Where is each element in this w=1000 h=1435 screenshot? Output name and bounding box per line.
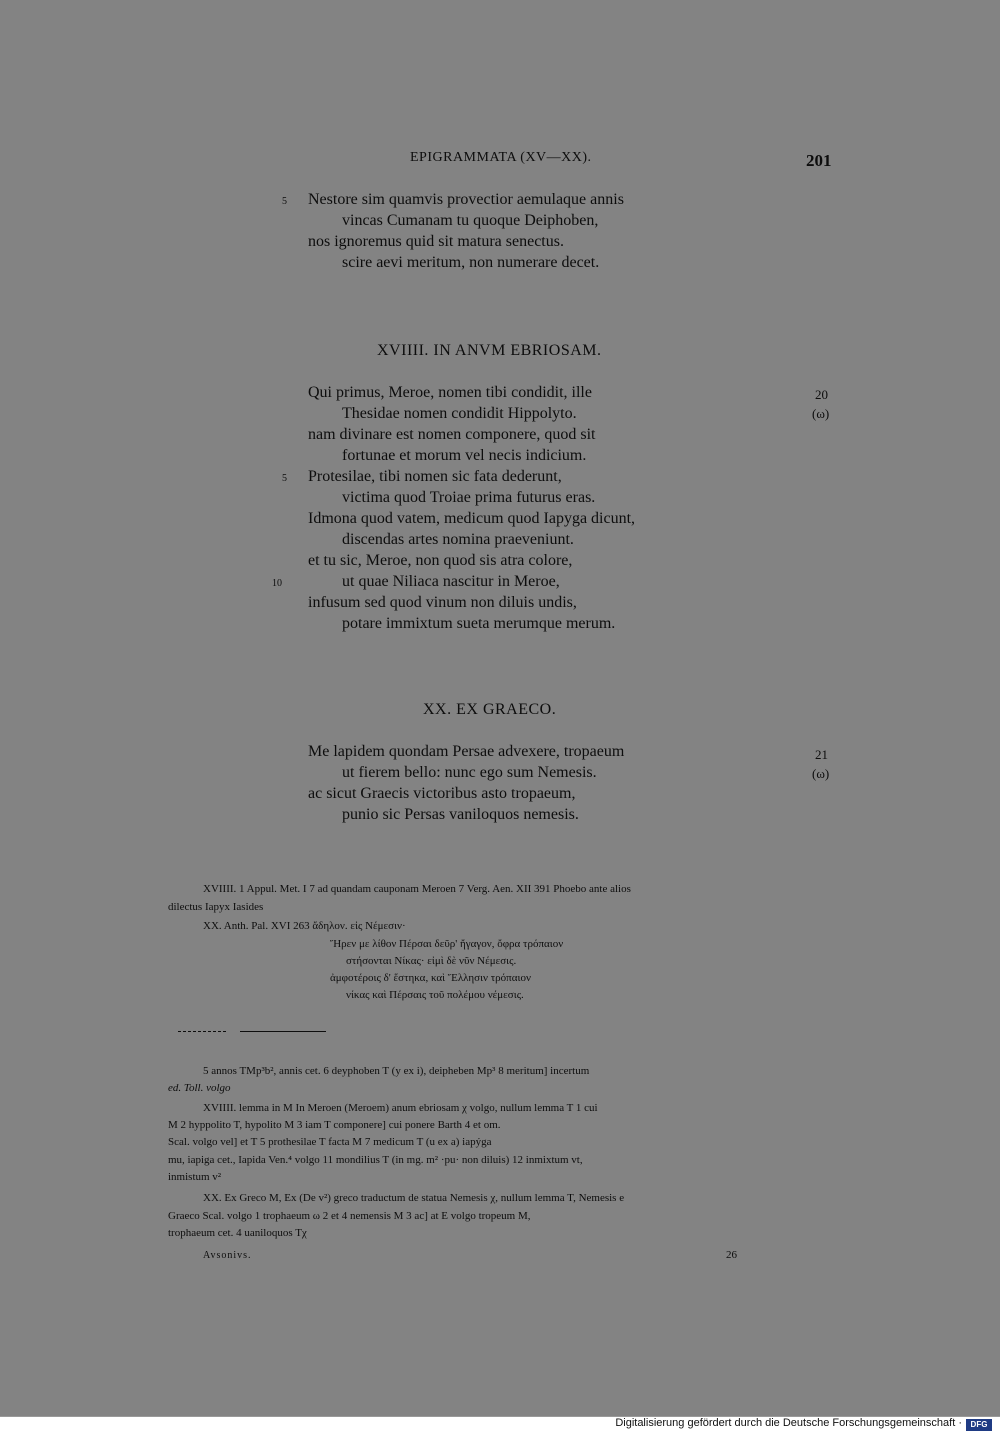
verse-line: Thesidae nomen condidit Hippolyto.	[342, 405, 577, 422]
verse-line: potare immixtum sueta merumque merum.	[342, 615, 616, 632]
separator-rule	[240, 1031, 326, 1032]
dfg-logo: DFG	[966, 1419, 992, 1431]
verse-line: Protesilae, tibi nomen sic fata dederunt,	[308, 468, 562, 485]
apparatus-line: 5 annos TMp³b², annis cet. 6 deyphoben T (y ex i), deipheben Mp³ 8 meritum] incertum	[203, 1065, 590, 1077]
verse-line: et tu sic, Meroe, non quod sis atra colore,	[308, 552, 573, 569]
side-number: 21	[815, 747, 828, 762]
verse-line: infusum sed quod vinum non diluis undis,	[308, 594, 577, 611]
testimonia-line: XVIIII. 1 Appul. Met. I 7 ad quandam cauponam Meroen 7 Verg. Aen. XII 391 Phoebo ante alios	[203, 883, 631, 895]
apparatus-line: XX. Ex Greco M, Ex (De v²) greco traductum de statua Nemesis χ, nullum lemma T, Nemesis e	[203, 1192, 625, 1204]
verse-line: scire aevi meritum, non numerare decet.	[342, 254, 600, 271]
apparatus-line: Graeco Scal. volgo 1 trophaeum ω 2 et 4 nemensis M 3 ac] at E volgo tropeum M,	[168, 1210, 531, 1222]
verse-line: vincas Cumanam tu quoque Deiphoben,	[342, 212, 599, 229]
apparatus-line: ed. Toll. volgo	[168, 1082, 231, 1094]
line-number: 5	[282, 196, 287, 207]
author-signature: Avsonivs.	[203, 1250, 252, 1261]
verse-line: ut quae Niliaca nascitur in Meroe,	[342, 573, 560, 590]
verse-line: ac sicut Graecis victoribus asto tropaeum,	[308, 785, 576, 802]
gathering-signature: 26	[726, 1249, 737, 1261]
side-mark: (ω)	[812, 406, 830, 421]
verse-line: nam divinare est nomen componere, quod sit	[308, 426, 596, 443]
verse-line: Idmona quod vatem, medicum quod Iapyga dicunt,	[308, 510, 636, 527]
testimonia-line: XX. Anth. Pal. XVI 263 ἄδηλον. εἰς Νέμεσιν·	[203, 920, 406, 932]
apparatus-line: mu, iapiga cet., Iapida Ven.⁴ volgo 11 mondilius T (in mg. m² ·pu· non diluis) 12 inmixtum vt,	[168, 1154, 583, 1166]
side-number: 20	[815, 387, 828, 402]
funding-credit: Digitalisierung gefördert durch die Deutsche Forschungsgemeinschaft ·	[615, 1417, 962, 1429]
verse-line: Qui primus, Meroe, nomen tibi condidit, ille	[308, 384, 592, 401]
verse-line: ut fierem bello: nunc ego sum Nemesis.	[342, 764, 597, 781]
greek-verse: νίκας καὶ Πέρσαις τοῦ πολέμου νέμεσις.	[346, 989, 524, 1001]
verse-line: discendas artes nomina praeveniunt.	[342, 531, 574, 548]
running-title: EPIGRAMMATA (XV—XX).	[410, 150, 592, 165]
testimonia-line: dilectus Iapyx Iasides	[168, 901, 264, 913]
poem-title: XX. EX GRAECO.	[423, 701, 557, 718]
greek-verse: στήσονται Νίκας· εἰμὶ δὲ νῦν Νέμεσις.	[346, 955, 517, 967]
apparatus-line: M 2 hyppolito T, hypolito M 3 iam T componere] cui ponere Barth 4 et om.	[168, 1119, 501, 1131]
poem-title: XVIIII. IN ANVM EBRIOSAM.	[377, 342, 602, 359]
verse-line: punio sic Persas vaniloquos nemesis.	[342, 806, 579, 823]
greek-verse: Ἤρεν με λίθον Πέρσαι δεῦρ' ἤγαγον, ὄφρα τρόπαιον	[330, 938, 564, 950]
page-number: 201	[806, 151, 832, 170]
apparatus-line: trophaeum cet. 4 uaniloquos Tχ	[168, 1227, 307, 1239]
verse-line: victima quod Troiae prima futurus eras.	[342, 489, 596, 506]
side-mark: (ω)	[812, 766, 830, 781]
apparatus-line: XVIIII. lemma in M In Meroen (Meroem) anum ebriosam χ volgo, nullum lemma T 1 cui	[203, 1102, 598, 1114]
line-number: 5	[282, 473, 287, 484]
verse-line: fortunae et morum vel necis indicium.	[342, 447, 587, 464]
apparatus-line: inmistum v²	[168, 1171, 222, 1183]
line-number: 10	[272, 578, 282, 589]
greek-verse: ἀμφοτέροις δ' ἕστηκα, καὶ Ἕλλησιν τρόπαιον	[330, 972, 531, 984]
separator-dashes	[178, 1031, 226, 1032]
verse-line: nos ignoremus quid sit matura senectus.	[308, 233, 564, 250]
apparatus-line: Scal. volgo vel] et T 5 prothesilae T facta M 7 medicum T (u ex a) iapýga	[168, 1136, 492, 1148]
verse-line: Nestore sim quamvis provectior aemulaque annis	[308, 191, 624, 208]
verse-line: Me lapidem quondam Persae advexere, tropaeum	[308, 743, 625, 760]
